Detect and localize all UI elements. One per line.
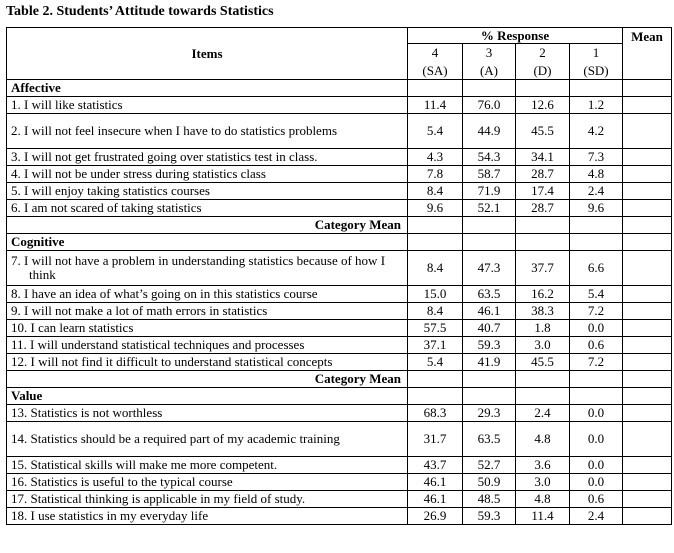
section-title: Value: [7, 388, 408, 405]
empty-cell: [623, 217, 672, 234]
mean-cell: [623, 251, 672, 286]
item-text: 2. I will not feel insecure when I have to do statistics problems: [7, 114, 408, 149]
table-row: [7, 457, 672, 474]
item-text: 1. I will like statistics: [7, 97, 408, 114]
table-row: [7, 320, 672, 337]
table-row: [7, 200, 672, 217]
empty-cell: [623, 371, 672, 388]
empty-cell: [570, 217, 623, 234]
section-title: Affective: [7, 80, 408, 97]
empty-cell: [408, 371, 463, 388]
response-value: 4.8: [516, 491, 570, 508]
response-value: 44.9: [463, 114, 516, 149]
response-value: 71.9: [463, 183, 516, 200]
section-title: Cognitive: [7, 234, 408, 251]
table-row: [7, 491, 672, 508]
response-value: 2.4: [570, 183, 623, 200]
empty-cell: [463, 388, 516, 405]
table-caption: Table 2. Students’ Attitude towards Statistics: [6, 4, 274, 19]
mean-cell: [623, 200, 672, 217]
attitude-table: [6, 27, 672, 525]
table-row: [7, 422, 672, 457]
response-value: 3.0: [516, 337, 570, 354]
item-text: 4. I will not be under stress during statistics class: [7, 166, 408, 183]
empty-cell: [623, 80, 672, 97]
response-value: 57.5: [408, 320, 463, 337]
scale-code: (SD): [583, 62, 609, 78]
mean-cell: [623, 303, 672, 320]
response-value: 16.2: [516, 286, 570, 303]
response-value: 43.7: [408, 457, 463, 474]
response-value: 63.5: [463, 422, 516, 457]
response-value: 5.4: [570, 286, 623, 303]
empty-cell: [570, 234, 623, 251]
response-value: 0.6: [570, 337, 623, 354]
mean-cell: [623, 508, 672, 525]
response-value: 34.1: [516, 149, 570, 166]
items-header: Items: [7, 28, 408, 80]
scale-number: 2: [539, 44, 546, 60]
response-value: 52.7: [463, 457, 516, 474]
response-value: 45.5: [516, 354, 570, 371]
mean-cell: [623, 337, 672, 354]
table-row: [7, 149, 672, 166]
item-text: 13. Statistics is not worthless: [7, 405, 408, 422]
scale-header-3: [463, 44, 516, 80]
mean-cell: [623, 97, 672, 114]
empty-cell: [408, 217, 463, 234]
mean-cell: [623, 166, 672, 183]
response-value: 0.6: [570, 491, 623, 508]
response-value: 31.7: [408, 422, 463, 457]
empty-cell: [408, 388, 463, 405]
response-value: 28.7: [516, 166, 570, 183]
response-value: 8.4: [408, 303, 463, 320]
response-value: 7.2: [570, 354, 623, 371]
empty-cell: [570, 80, 623, 97]
mean-cell: [623, 354, 672, 371]
mean-cell: [623, 405, 672, 422]
response-value: 40.7: [463, 320, 516, 337]
response-value: 52.1: [463, 200, 516, 217]
item-text: 7. I will not have a problem in understanding statistics because of how I think: [7, 251, 408, 286]
response-value: 9.6: [570, 200, 623, 217]
table-row: [7, 114, 672, 149]
scale-code: (A): [479, 62, 499, 78]
table-row: [7, 183, 672, 200]
item-text: 10. I can learn statistics: [7, 320, 408, 337]
response-value: 3.6: [516, 457, 570, 474]
item-text: 15. Statistical skills will make me more competent.: [7, 457, 408, 474]
response-value: 17.4: [516, 183, 570, 200]
response-value: 50.9: [463, 474, 516, 491]
scale-number: 3: [485, 44, 493, 60]
response-value: 0.0: [570, 474, 623, 491]
response-value: 9.6: [408, 200, 463, 217]
response-value: 7.8: [408, 166, 463, 183]
response-value: 5.4: [408, 354, 463, 371]
category-mean-label: Category Mean: [7, 371, 408, 388]
response-value: 8.4: [408, 251, 463, 286]
item-text: 5. I will enjoy taking statistics courses: [7, 183, 408, 200]
response-value: 58.7: [463, 166, 516, 183]
response-value: 0.0: [570, 457, 623, 474]
table-row: [7, 354, 672, 371]
response-value: 59.3: [463, 337, 516, 354]
item-text: 8. I have an idea of what’s going on in this statistics course: [7, 286, 408, 303]
response-value: 46.1: [463, 303, 516, 320]
response-value: 15.0: [408, 286, 463, 303]
response-value: 28.7: [516, 200, 570, 217]
response-value: 26.9: [408, 508, 463, 525]
mean-cell: [623, 422, 672, 457]
empty-cell: [463, 80, 516, 97]
response-value: 4.8: [570, 166, 623, 183]
scale-header-2: [516, 44, 570, 80]
response-value: 41.9: [463, 354, 516, 371]
mean-cell: [623, 286, 672, 303]
response-value: 1.8: [516, 320, 570, 337]
empty-cell: [463, 217, 516, 234]
item-text: 11. I will understand statistical techniques and processes: [7, 337, 408, 354]
empty-cell: [570, 388, 623, 405]
empty-cell: [408, 80, 463, 97]
empty-cell: [623, 234, 672, 251]
response-value: 8.4: [408, 183, 463, 200]
response-value: 11.4: [408, 97, 463, 114]
item-text: 3. I will not get frustrated going over statistics test in class.: [7, 149, 408, 166]
response-value: 0.0: [570, 405, 623, 422]
response-header: % Response: [408, 28, 623, 44]
response-value: 54.3: [463, 149, 516, 166]
response-value: 4.8: [516, 422, 570, 457]
empty-cell: [516, 217, 570, 234]
response-value: 4.3: [408, 149, 463, 166]
item-text: 17. Statistical thinking is applicable in my field of study.: [7, 491, 408, 508]
empty-cell: [463, 234, 516, 251]
response-value: 59.3: [463, 508, 516, 525]
mean-cell: [623, 183, 672, 200]
response-value: 7.3: [570, 149, 623, 166]
response-value: 47.3: [463, 251, 516, 286]
table-row: [7, 474, 672, 491]
scale-number: 4: [431, 44, 439, 60]
response-value: 7.2: [570, 303, 623, 320]
response-value: 46.1: [408, 491, 463, 508]
response-value: 2.4: [516, 405, 570, 422]
response-value: 0.0: [570, 422, 623, 457]
table-row: [7, 286, 672, 303]
table-row: [7, 337, 672, 354]
table-row: [7, 251, 672, 286]
response-value: 12.6: [516, 97, 570, 114]
response-value: 37.7: [516, 251, 570, 286]
scale-header-4: [408, 44, 463, 80]
response-value: 29.3: [463, 405, 516, 422]
table-row: [7, 166, 672, 183]
response-value: 45.5: [516, 114, 570, 149]
table-row: [7, 508, 672, 525]
response-value: 68.3: [408, 405, 463, 422]
table-row: [7, 303, 672, 320]
mean-cell: [623, 474, 672, 491]
mean-cell: [623, 320, 672, 337]
response-value: 5.4: [408, 114, 463, 149]
table-row: [7, 97, 672, 114]
response-value: 11.4: [516, 508, 570, 525]
item-text: 12. I will not find it difficult to understand statistical concepts: [7, 354, 408, 371]
mean-cell: [623, 491, 672, 508]
response-value: 76.0: [463, 97, 516, 114]
response-value: 3.0: [516, 474, 570, 491]
item-text: 6. I am not scared of taking statistics: [7, 200, 408, 217]
empty-cell: [570, 371, 623, 388]
mean-header: Mean: [623, 28, 672, 80]
scale-code: (D): [533, 62, 552, 78]
item-text: 9. I will not make a lot of math errors in statistics: [7, 303, 408, 320]
empty-cell: [463, 371, 516, 388]
empty-cell: [516, 234, 570, 251]
mean-cell: [623, 114, 672, 149]
item-text: 18. I use statistics in my everyday life: [7, 508, 408, 525]
table-row: [7, 405, 672, 422]
scale-code: (SA): [422, 62, 448, 78]
response-value: 1.2: [570, 97, 623, 114]
response-value: 2.4: [570, 508, 623, 525]
empty-cell: [408, 234, 463, 251]
mean-cell: [623, 149, 672, 166]
response-value: 6.6: [570, 251, 623, 286]
empty-cell: [516, 80, 570, 97]
response-value: 37.1: [408, 337, 463, 354]
mean-cell: [623, 457, 672, 474]
empty-cell: [623, 388, 672, 405]
category-mean-label: Category Mean: [7, 217, 408, 234]
response-value: 0.0: [570, 320, 623, 337]
response-value: 46.1: [408, 474, 463, 491]
scale-header-1: [570, 44, 623, 80]
item-text: 16. Statistics is useful to the typical course: [7, 474, 408, 491]
empty-cell: [516, 388, 570, 405]
scale-number: 1: [592, 44, 600, 60]
response-value: 38.3: [516, 303, 570, 320]
response-value: 4.2: [570, 114, 623, 149]
response-value: 48.5: [463, 491, 516, 508]
response-value: 63.5: [463, 286, 516, 303]
empty-cell: [516, 371, 570, 388]
item-text: 14. Statistics should be a required part of my academic training: [7, 422, 408, 457]
